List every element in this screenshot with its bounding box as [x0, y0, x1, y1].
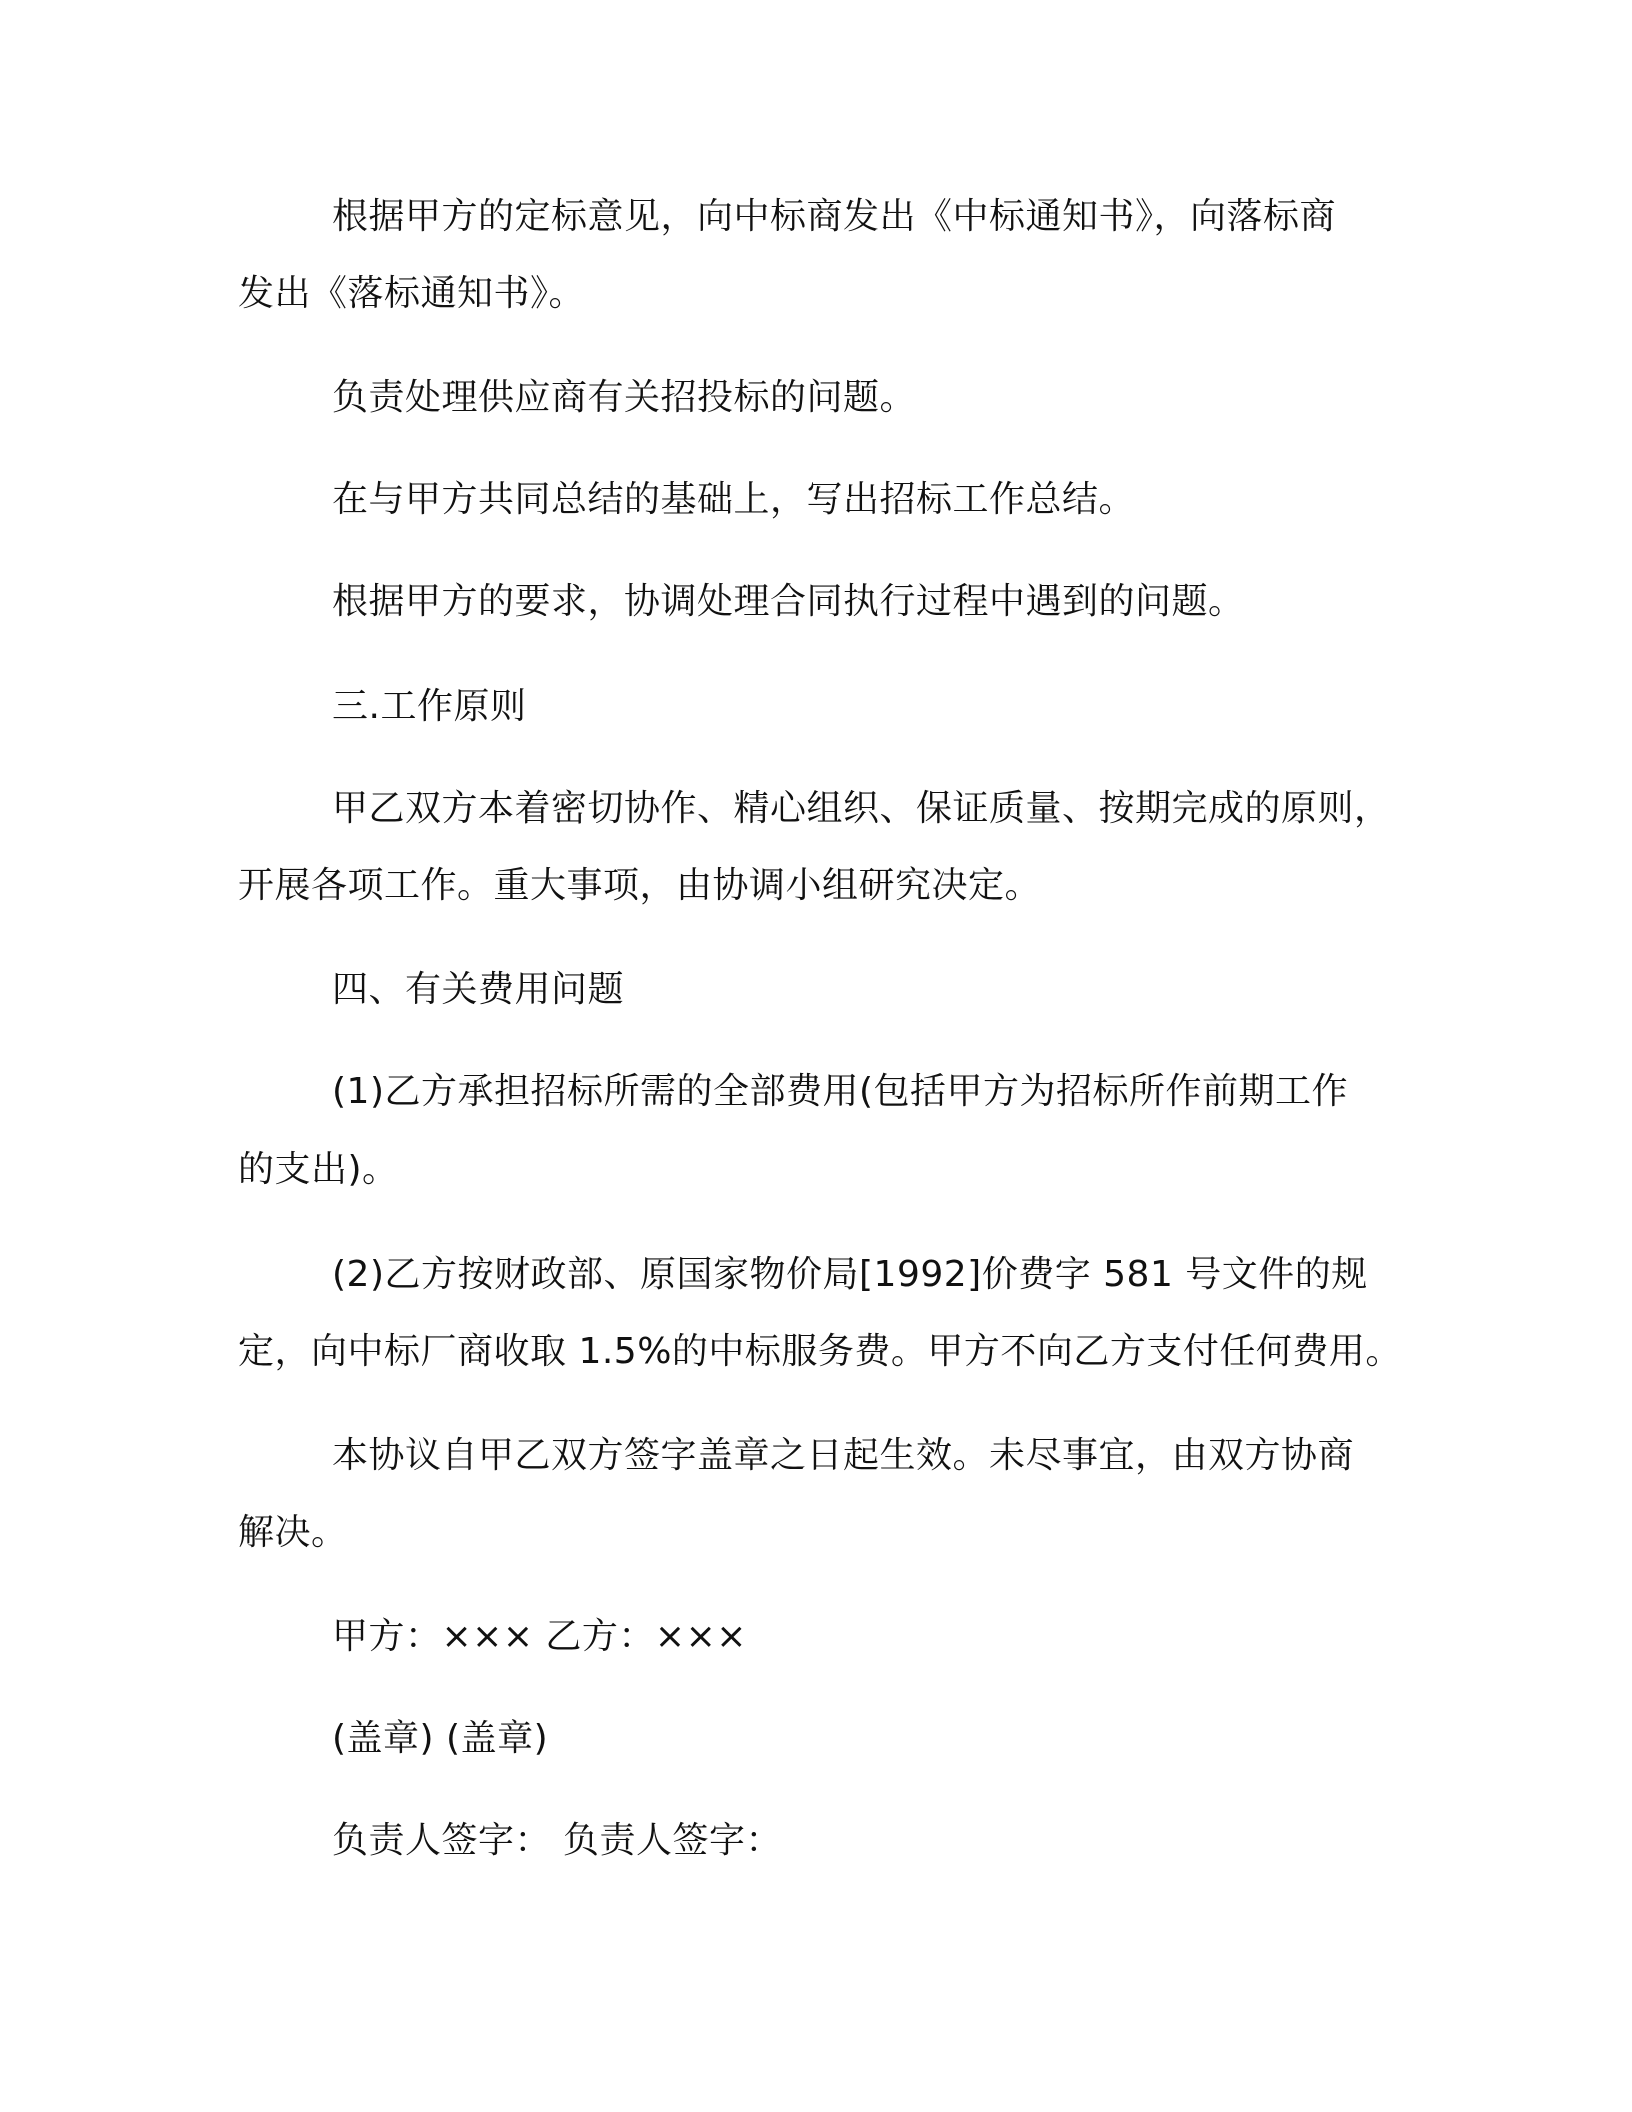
paragraph-3: 在与甲方共同总结的基础上，写出招标工作总结。: [332, 479, 1136, 520]
paragraph-6-line-1: 甲乙双方本着密切协作、精心组织、保证质量、按期完成的原则，: [332, 788, 1391, 829]
paragraph-1-line-1: 根据甲方的定标意见，向中标商发出《中标通知书》，向落标商: [332, 196, 1337, 237]
paragraph-9-line-2: 定，向中标厂商收取 1.5%的中标服务费。甲方不向乙方支付任何费用。: [238, 1331, 1402, 1372]
section-heading-fees: 四、有关费用问题: [332, 969, 625, 1010]
paragraph-4: 根据甲方的要求，协调处理合同执行过程中遇到的问题。: [332, 581, 1245, 622]
paragraph-9-line-1: (2)乙方按财政部、原国家物价局[1992]价费字 581 号文件的规: [332, 1254, 1368, 1295]
signature-responsible-persons: 负责人签字： 负责人签字：: [332, 1820, 782, 1861]
paragraph-10-line-2: 解决。: [238, 1512, 348, 1553]
paragraph-8-line-1: (1)乙方承担招标所需的全部费用(包括甲方为招标所作前期工作: [332, 1071, 1349, 1112]
paragraph-8-line-2: 的支出)。: [238, 1149, 399, 1190]
section-heading-principles: 三.工作原则: [332, 686, 527, 727]
paragraph-10-line-1: 本协议自甲乙双方签字盖章之日起生效。未尽事宜，由双方协商: [332, 1435, 1355, 1476]
paragraph-6-line-2: 开展各项工作。重大事项，由协调小组研究决定。: [238, 865, 1042, 906]
signature-parties: 甲方：××× 乙方：×××: [332, 1616, 747, 1657]
signature-seals: (盖章) (盖章): [332, 1718, 549, 1759]
paragraph-1-line-2: 发出《落标通知书》。: [238, 273, 586, 314]
paragraph-2: 负责处理供应商有关招投标的问题。: [332, 377, 917, 418]
